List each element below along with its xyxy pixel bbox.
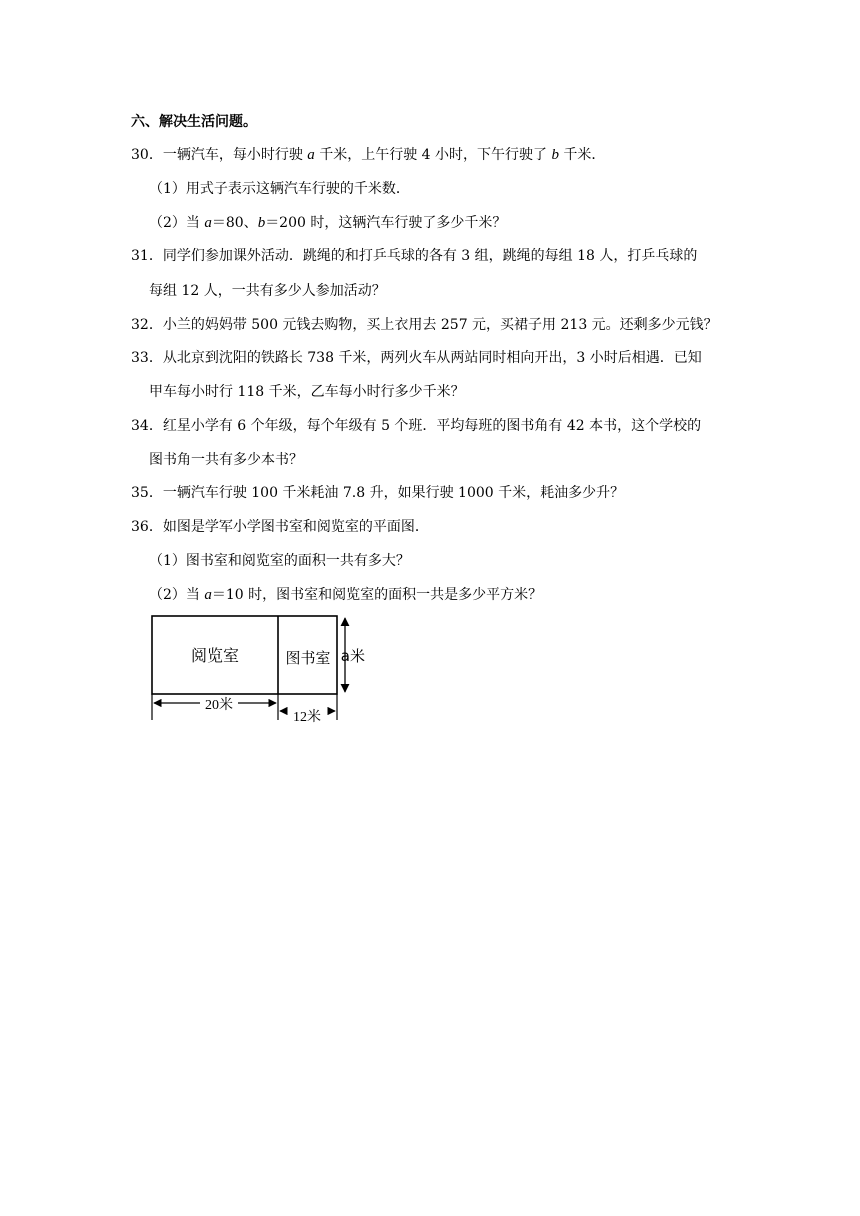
question-36-part-1: （1）图书室和阅览室的面积一共有多大？ — [149, 553, 410, 569]
floor-plan-figure — [148, 612, 368, 724]
var-a: a — [204, 215, 212, 231]
question-30 — [131, 145, 605, 165]
question-35: 35．一辆汽车行驶 100 千米耗油 7.8 升，如果行驶 1000 千米，耗油多少升？ — [131, 485, 625, 501]
question-34-line-2: 图书角一共有多少本书？ — [149, 452, 303, 468]
width2-label: 12米 — [293, 710, 321, 724]
question-32: 32．小兰的妈妈带 500 元钱去购物，买上衣用去 257 元，买裙子用 213 元。还剩多少元钱？ — [131, 317, 718, 333]
q36-sub2-text-b: ＝10 时，图书室和阅览室的面积一共是多少平方米？ — [211, 587, 543, 603]
question-30-part-1: （1）用式子表示这辆汽车行驶的千米数． — [149, 181, 410, 197]
section-title: 六、解决生活问题。 — [131, 114, 257, 130]
height-label: a米 — [340, 647, 365, 665]
var-b: b — [257, 215, 266, 231]
width1-label: 20米 — [205, 698, 233, 713]
q30-sub2-text-c: ＝200 时，这辆汽车行驶了多少千米？ — [265, 215, 507, 231]
var-a: a — [204, 587, 212, 603]
var-a: a — [307, 147, 315, 163]
question-31: 31．同学们参加课外活动．跳绳的和打乒乓球的各有 3 组，跳绳的每组 18 人，打乒乓球的 — [131, 248, 698, 264]
q30-text-b: 千米，上午行驶 4 小时，下午行驶了 — [314, 147, 552, 163]
question-33-line-2: 甲车每小时行 118 千米，乙车每小时行多少千米？ — [149, 384, 465, 400]
reading-room-label: 阅览室 — [190, 646, 240, 665]
q30-sub2-text-b: ＝80、 — [211, 215, 258, 231]
question-30-part-2 — [149, 213, 506, 233]
question-33: 33．从北京到沈阳的铁路长 738 千米，两列火车从两站同时相向开出，3 小时后相遇．已知 — [131, 350, 702, 366]
question-31-line-2: 每组 12 人，一共有多少人参加活动？ — [149, 283, 386, 299]
q30-sub2-text-a: （2）当 — [149, 215, 205, 231]
q36-sub2-text-a: （2）当 — [149, 587, 205, 603]
library-label: 图书室 — [285, 649, 331, 667]
question-36: 36．如图是学军小学图书室和阅览室的平面图． — [131, 519, 429, 535]
q30-text-a: 30．一辆汽车，每小时行驶 — [131, 147, 308, 163]
question-36-part-2 — [149, 585, 542, 605]
q30-text-c: 千米． — [558, 147, 606, 163]
var-b: b — [551, 147, 559, 163]
question-34: 34．红星小学有 6 个年级，每个年级有 5 个班．平均每班的图书角有 42 本书，这个学校的 — [131, 418, 702, 434]
floor-plan-svg — [148, 612, 368, 724]
